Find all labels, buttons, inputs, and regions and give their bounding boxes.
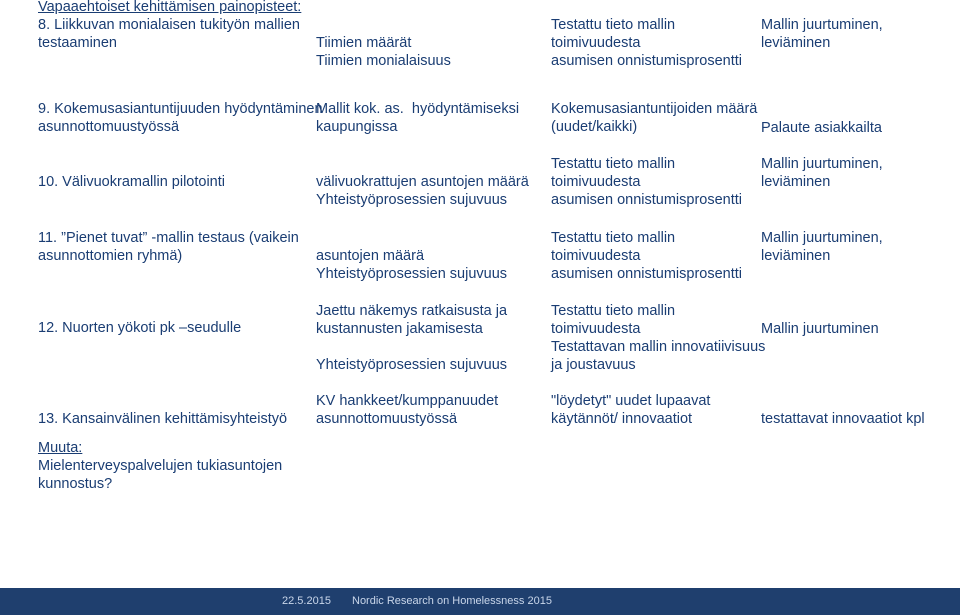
row-12-measure-line-2: toimivuudesta (551, 321, 641, 337)
row-8-measure-line-3: asumisen onnistumisprosentti (551, 53, 743, 69)
row-8-indicator-line-1: Tiimien määrät (316, 35, 412, 51)
row-11-result-line-2: leviäminen (761, 248, 831, 264)
row-11-measure-line-2: toimivuudesta (551, 248, 641, 264)
row-8-topic-line-2: testaaminen (38, 35, 117, 51)
row-11-indicator-line-1: asuntojen määrä (316, 248, 425, 264)
section-title: Vapaaehtoiset kehittämisen painopisteet: (38, 0, 302, 15)
row-12-result-line-1: Mallin juurtuminen (761, 321, 879, 337)
row-10-indicator-line-2: Yhteistyöprosessien sujuvuus (316, 192, 508, 208)
row-10-indicator-line-1: välivuokrattujen asuntojen määrä (316, 174, 529, 190)
row-11-result-line-1: Mallin juurtuminen, (761, 230, 883, 246)
row-12-measure-line-3: Testattavan mallin innovatiivisuus (551, 339, 766, 355)
row-13-measure-line-2: käytännöt/ innovaatiot (551, 411, 693, 427)
row-9-measure-line-1: Kokemusasiantuntijoiden määrä (551, 101, 758, 117)
row-12-indicator-line-3: Yhteistyöprosessien sujuvuus (316, 357, 508, 373)
row-12-indicator-line-2: kustannusten jakamisesta (316, 321, 483, 337)
row-11-topic-line-1: 11. ”Pienet tuvat” -mallin testaus (vaikein (38, 230, 299, 246)
row-10-result-line-2: leviäminen (761, 174, 831, 190)
footer-event: Nordic Research on Homelessness 2015 (352, 595, 552, 607)
row-10-measure-line-3: asumisen onnistumisprosentti (551, 192, 743, 208)
footer-bar (0, 588, 960, 615)
row-8-topic-line-1: 8. Liikkuvan monialaisen tukityön mallien (38, 17, 300, 33)
row-13-topic-line-1: 13. Kansainvälinen kehittämisyhteistyö (38, 411, 288, 427)
row-8-result-line-1: Mallin juurtuminen, (761, 17, 883, 33)
row-12-measure-line-4: ja joustavuus (551, 357, 636, 373)
row-10-measure-line-1: Testattu tieto mallin (551, 156, 676, 172)
row-9-measure-line-2: (uudet/kaikki) (551, 119, 638, 135)
row-10-measure-line-2: toimivuudesta (551, 174, 641, 190)
row-9-topic-line-1: 9. Kokemusasiantuntijuuden hyödyntäminen (38, 101, 323, 117)
row-11-indicator-line-2: Yhteistyöprosessien sujuvuus (316, 266, 508, 282)
row-13-result-line-1: testattavat innovaatiot kpl (761, 411, 925, 427)
other-line-1: Mielenterveyspalvelujen tukiasuntojen (38, 458, 283, 474)
row-9-result-line-1: Palaute asiakkailta (761, 120, 882, 136)
row-11-measure-line-3: asumisen onnistumisprosentti (551, 266, 743, 282)
other-line-2: kunnostus? (38, 476, 113, 492)
row-9-indicator-line-2: kaupungissa (316, 119, 398, 135)
row-8-result-line-2: leviäminen (761, 35, 831, 51)
row-10-result-line-1: Mallin juurtuminen, (761, 156, 883, 172)
row-11-measure-line-1: Testattu tieto mallin (551, 230, 676, 246)
row-13-measure-line-1: "löydetyt" uudet lupaavat (551, 393, 711, 409)
row-8-indicator-line-2: Tiimien monialaisuus (316, 53, 451, 69)
row-9-indicator-line-1: Mallit kok. as. hyödyntämiseksi (316, 101, 520, 117)
row-11-topic-line-2: asunnottomien ryhmä) (38, 248, 183, 264)
row-9-topic-line-2: asunnottomuustyössä (38, 119, 180, 135)
row-13-indicator-line-2: asunnottomuustyössä (316, 411, 458, 427)
row-8-measure-line-2: toimivuudesta (551, 35, 641, 51)
footer-date: 22.5.2015 (282, 595, 331, 607)
row-12-indicator-line-1: Jaettu näkemys ratkaisusta ja (316, 303, 508, 319)
row-12-topic-line-1: 12. Nuorten yökoti pk –seudulle (38, 320, 242, 336)
other-label: Muuta: (38, 440, 83, 456)
row-13-indicator-line-1: KV hankkeet/kumppanuudet (316, 393, 499, 409)
row-8-measure-line-1: Testattu tieto mallin (551, 17, 676, 33)
row-10-topic-line-1: 10. Välivuokramallin pilotointi (38, 174, 225, 190)
row-12-measure-line-1: Testattu tieto mallin (551, 303, 676, 319)
